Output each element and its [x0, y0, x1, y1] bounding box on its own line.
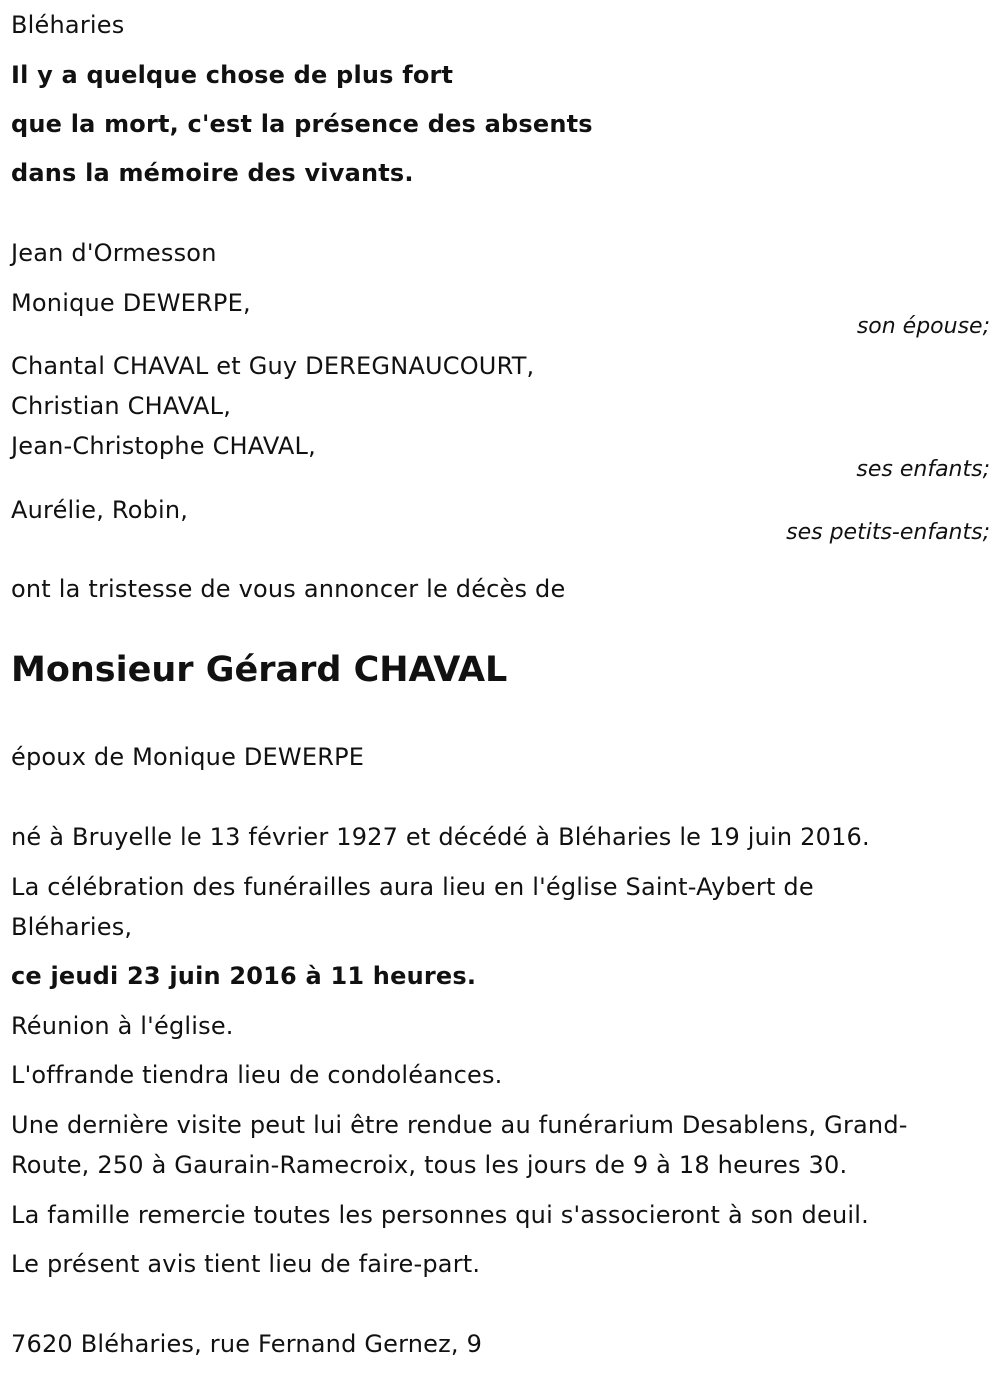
child-1: Chantal CHAVAL et Guy DEREGNAUCOURT,: [11, 352, 535, 380]
ceremony-line-2: Bléharies,: [11, 913, 133, 941]
quote-line-2: que la mort, c'est la présence des absents: [11, 110, 593, 138]
quote-author: Jean d'Ormesson: [11, 239, 217, 267]
header-place: Bléharies: [11, 11, 125, 39]
birth-death-line: né à Bruyelle le 13 février 1927 et décédé à Bléharies le 19 juin 2016.: [11, 823, 870, 851]
child-2: Christian CHAVAL,: [11, 392, 232, 420]
spouse-name: Monique DEWERPE,: [11, 289, 251, 317]
footer-address: 7620 Bléharies, rue Fernand Gernez, 9: [11, 1330, 483, 1358]
deceased-name: Monsieur Gérard CHAVAL: [11, 650, 508, 690]
offering-line: L'offrande tiendra lieu de condoléances.: [11, 1061, 503, 1089]
notice-line: Le présent avis tient lieu de faire-part.: [11, 1250, 481, 1278]
thanks-line: La famille remercie toutes les personnes qui s'associeront à son deuil.: [11, 1201, 869, 1229]
grandchildren-role: ses petits-enfants;: [786, 520, 990, 545]
ceremony-date: ce jeudi 23 juin 2016 à 11 heures.: [11, 962, 477, 990]
quote-line-1: Il y a quelque chose de plus fort: [11, 61, 454, 89]
meeting-line: Réunion à l'église.: [11, 1012, 234, 1040]
grandchildren-names: Aurélie, Robin,: [11, 496, 189, 524]
ceremony-line-1: La célébration des funérailles aura lieu en l'église Saint-Aybert de: [11, 873, 814, 901]
visit-line-1: Une dernière visite peut lui être rendue au funérarium Desablens, Grand-: [11, 1111, 908, 1139]
quote-line-3: dans la mémoire des vivants.: [11, 159, 414, 187]
visit-line-2: Route, 250 à Gaurain-Ramecroix, tous les jours de 9 à 18 heures 30.: [11, 1151, 848, 1179]
child-3: Jean-Christophe CHAVAL,: [11, 432, 316, 460]
deceased-relation: époux de Monique DEWERPE: [11, 743, 365, 771]
announcement-intro: ont la tristesse de vous annoncer le décès de: [11, 575, 566, 603]
spouse-role: son épouse;: [856, 314, 990, 339]
children-role: ses enfants;: [856, 457, 990, 482]
